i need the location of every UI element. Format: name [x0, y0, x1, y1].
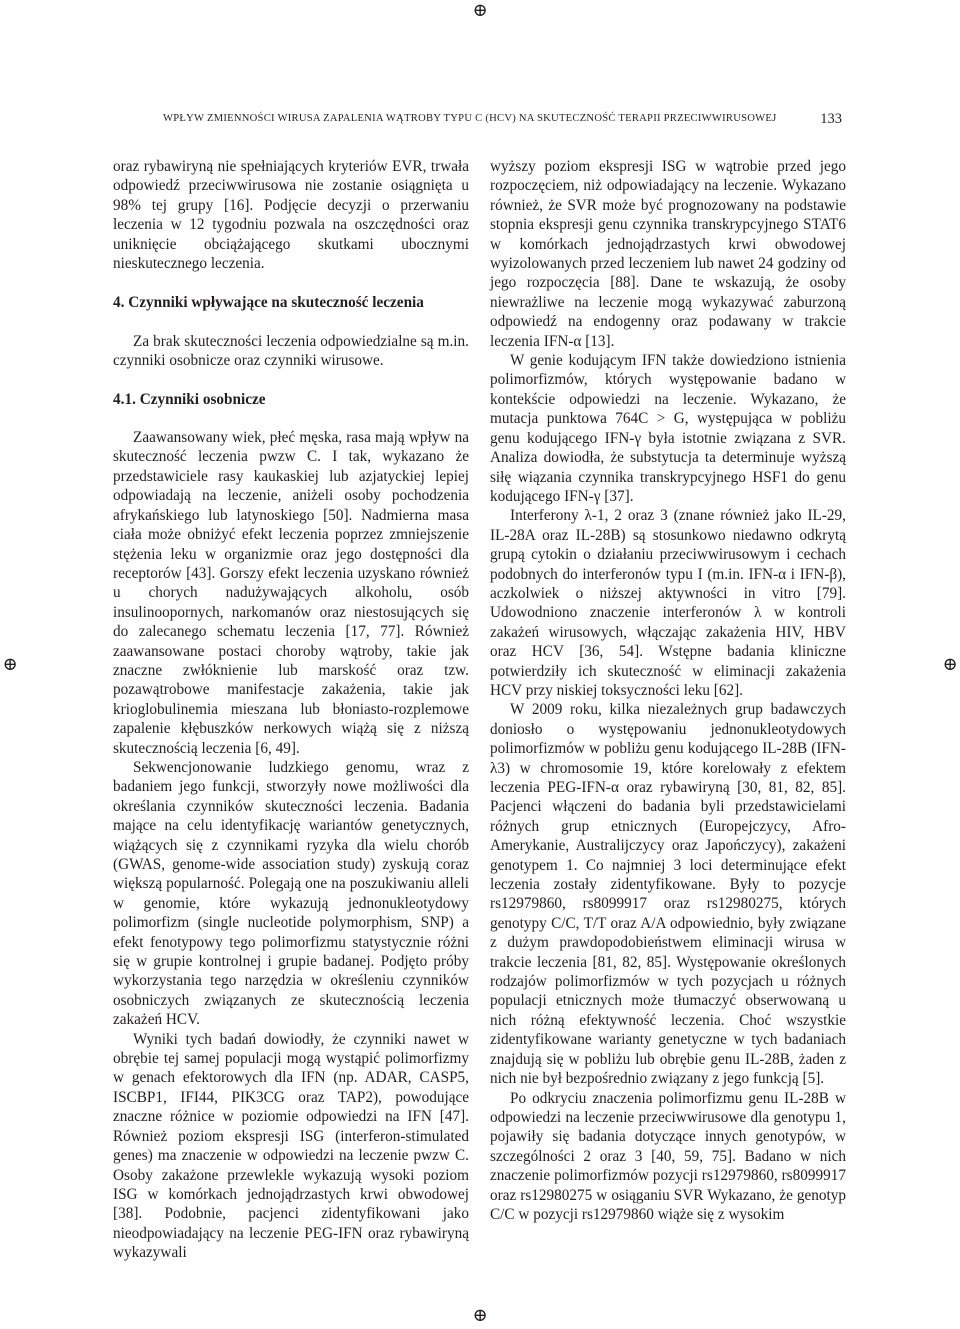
paragraph: W genie kodującym IFN także dowiedziono istnienia polimorfizmów, których występowanie badano w kontekście odpowiedzi na leczenie. Wykazano, że mutacja punktowa 764C > G, występująca w pobliżu genu kodującego IFN-γ była istotnie związana z SVR. Analiza dowiodła, że substytucja ta determinuje wyższą siłę wiązania czynnika transkrypcyjnego HSF1 do genu kodującego IFN-γ [37]. — [490, 352, 846, 505]
paragraph: Po odkryciu znaczenia polimorfizmu genu IL-28B w odpowiedzi na leczenie przeciwwirusowe dla genotypu 1, pojawiły się badania dotyczące innych genotypów, w szczególności 2 oraz 3 [40, 59, 75]. Badano w nich znaczenie polimorfizmów pozycji rs12979860, rs8099917 oraz rs12980275 w osiąganiu SVR Wykazano, że genotyp C/C w pozycji rs12979860 wiąże się z wysokim — [490, 1089, 846, 1223]
running-head: WPŁYW ZMIENNOŚCI WIRUSA ZAPALENIA WĄTROBY TYPU C (HCV) NA SKUTECZNOŚĆ TERAPII PRZECIWWIRUSOWEJ — [163, 113, 777, 124]
paragraph: Zaawansowany wiek, płeć męska, rasa mają wpływ na skuteczność leczenia pwzw C. I tak, wykazano że przedstawiciele rasy kaukaskiej lub azjatyckiej lepiej odpowiadają na leczenie, aniżeli osoby pochodzenia afrykańskiego lub latynoskiego [50]. Nadmierna masa ciała może obniżyć efekt leczenia poprzez zmniejszenie stężenia leku w organizmie oraz jego dostępności dla receptorów [43]. Gorszy efekt leczenia uzyskano również u chorych nadużywających alkoholu, osób insulinoopornych, narkomanów oraz niestosujących się do zalecanego schematu leczenia [17, 77]. Również zaawansowane postaci choroby wątroby, takie jak znaczne zwłóknienie lub marskość oraz tzw. pozawątrobowe manifestacje zakażenia, takie jak krioglobulinemia mieszana lub błoniasto-rozplemowe zapalenie kłębuszków nerkowych wiążą się z niższą skutecznością leczenia [6, 49]. — [113, 429, 469, 757]
paragraph: Za brak skuteczności leczenia odpowiedzialne są m.in. czynniki osobnicze oraz czynniki wirusowe. — [113, 332, 469, 370]
paragraph: wyższy poziom ekspresji ISG w wątrobie przed jego rozpoczęciem, niż odpowiadający na leczenie. Wykazano również, że SVR może być prognozowany na podstawie stopnia ekspresji genu czynnika transkrypcyjnego STAT6 w komórkach jednojądrzastych krwi obwodowej wyizolowanych przed leczeniem lub nawet 24 godziny od jego rozpoczęcia [88]. Dane te wskazują, że osoby niewrażliwe na leczenie mogą wykazywać zaburzoną odpowiedź na endogenny oraz podawany w trakcie leczenia IFN-α [13]. — [490, 158, 846, 350]
subsection-heading: 4.1. Czynniki osobnicze — [113, 390, 266, 408]
registration-mark-icon: ⊕ — [2, 654, 18, 674]
registration-mark-icon: ⊕ — [942, 654, 958, 674]
paragraph: W 2009 roku, kilka niezależnych grup badawczych doniosło o występowaniu jednonukleotydowych polimorfizmów w pobliżu genu kodującego IL-28B (IFN-λ3) w chromosomie 19, które korelowały z efektem leczenia PEG-IFN-α oraz rybawiryną [30, 81, 82, 85]. Pacjenci włączeni do badania byli przedstawicielami różnych grup etnicznych (Europejczycy, Afro-Amerykanie, Australijczycy oraz Japończycy), zakażeni genotypem 1. Co najmniej 3 loci determinujące efekt leczenia zostały zidentyfikowane. Były to pozycje rs12979860, rs8099917 oraz rs12980275, których genotypy C/C, T/T oraz A/A odpowiednio, były związane z dużym prawdopodobieństwem eliminacji wirusa w trakcie leczenia [81, 82, 85]. Występowanie określonych rodzajów polimorfizmów w tych pozycjach u różnych populacji etnicznych może tłumaczyć obserwowaną u nich różną efektywność leczenia. Choć wszystkie zidentyfikowane warianty genetyczne w tych badaniach znajdują się w pobliżu lub obrębie genu IL-28B, żaden z nich nie był bezpośrednio związany z jego funkcją [5]. — [490, 701, 846, 1088]
paragraph: oraz rybawiryną nie spełniających kryteriów EVR, trwała odpowiedź przeciwwirusowa nie zostanie osiągnięta u 98% tej grupy [16]. Podjęcie decyzji o przerwaniu leczenia w 12 tygodniu pozwala na oszczędności oraz uniknięcie obciążającego skutkami ubocznymi nieskutecznego leczenia. — [113, 158, 469, 273]
registration-mark-icon: ⊕ — [472, 0, 488, 20]
paragraph: Interferony λ-1, 2 oraz 3 (znane również jako IL-29, IL-28A oraz IL-28B) są stosunkowo niedawno odkrytą grupą cytokin o działaniu przeciwwirusowym i cechach podobnych do interferonów typu I (m.in. IFN-α i IFN-β), aczkolwiek o niższej aktywności in vitro [79]. Udowodniono znaczenie interferonów λ w kontroli zakażeń wirusowych, włączając zakażenia HIV, HBV oraz HCV [36, 54]. Wstępne badania kliniczne potwierdziły ich skuteczność w eliminacji zakażenia HCV przy niskiej toksyczności leku [62]. — [490, 507, 846, 699]
paragraph: Sekwencjonowanie ludzkiego genomu, wraz z badaniem jego funkcji, stworzyły nowe możliwości dla określania czynników skuteczności leczenia. Badania mające na celu identyfikację wariantów genetycznych, wiążących się z czynnikami ryzyka dla wielu chorób (GWAS, genome-wide association study) zyskują coraz większą popularność. Polegają one na poszukiwaniu alleli w genomie, które wykazują jednonukleotydowy polimorfizm (single nucleotide polymorphism, SNP) a efekt fenotypowy tego polimorfizmu statystycznie różni się w grupie kontrolnej i grupie badanej. Podjęto próby wykorzystania tego narzędzia w określeniu czynników osobniczych związanych ze skutecznością leczenia zakażeń HCV. — [113, 758, 469, 1029]
paragraph: Wyniki tych badań dowiodły, że czynniki nawet w obrębie tej samej populacji mogą wystąpić polimorfizmy w genach efektorowych dla IFN (np. ADAR, CASP5, ISCBP1, IFI44, PIK3CG oraz TAP2), powodujące znaczne różnice w poziomie odpowiedzi na IFN [47]. Również poziom ekspresji ISG (interferon-stimulated genes) ma znaczenie w odpowiedzi na leczenie pwzw C. Osoby zakażone przewlekle wykazują wysoki poziom ISG w komórkach jednojądrzastych krwi obwodowej [38]. Podobnie, pacjenci zidentyfikowani jako nieodpowiadający na leczenie PEG-IFN oraz rybawiryną wykazywali — [113, 1030, 469, 1262]
left-column — [113, 157, 469, 1263]
page-number: 133 — [820, 111, 842, 127]
section-heading: 4. Czynniki wpływające na skuteczność leczenia — [113, 294, 424, 312]
right-column — [490, 157, 846, 1224]
registration-mark-icon: ⊕ — [472, 1305, 488, 1325]
